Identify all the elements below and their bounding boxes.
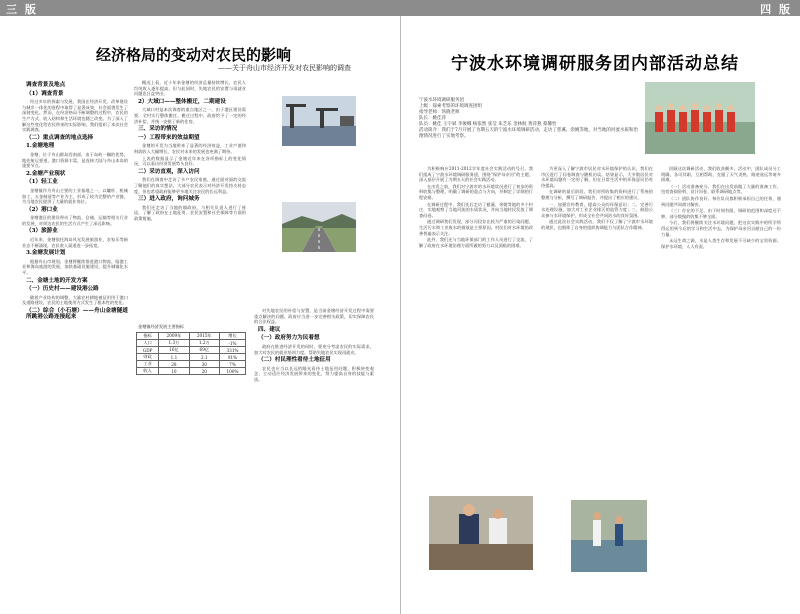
- table-cell: 30: [189, 361, 219, 368]
- paragraph: 金塘镇作为舟山主要的工业基地之一，以螺杆、机械加工、五金制造等产业为主，形成了较为完整的产业链，为当地农民提供了大量的就业岗位。: [22, 187, 128, 205]
- paragraph: 上表的数据显示了金塘近年来在各项指标上的变化情况，可以看出经济发展势头良好。: [134, 155, 246, 167]
- section-heading: （二）重点调查的地点选择: [26, 134, 94, 141]
- table-row: [137, 340, 246, 347]
- paragraph: 农民也应当以长远的眼光看待土地征用问题，积极转变观念，主动适应经济发展带来的变化，努力提高自身的技能与素质。: [254, 365, 374, 382]
- table-cell: 91%: [219, 354, 245, 361]
- table-cell: 1.1: [159, 354, 189, 361]
- paragraph: 在调研的最后阶段，我们对所收集的资料进行了系统的整理与分析，撰写了调研报告，并提出了相应的建议。: [541, 189, 653, 200]
- section-heading: （1）轻工业: [26, 179, 58, 186]
- left-page-subtitle: ——关于舟山市经济开发对农民影响的调查: [218, 64, 351, 72]
- table-cell: 工业: [137, 361, 159, 368]
- table-cell: 16亿: [159, 347, 189, 354]
- section-heading: （二）村民理性看待土地征用: [258, 357, 331, 364]
- table-header-cell: 增长: [219, 333, 245, 340]
- paragraph: 今后，我们将继续关注水环境问题，把这次实践中的所学所得运用到今后的学习和生活中去，为保护母亲河贡献自己的一份力量。: [661, 220, 781, 237]
- section-heading: 调查背景及地点: [26, 82, 66, 88]
- section-heading: 1.金塘地理: [26, 143, 55, 150]
- table-row: [137, 354, 246, 361]
- table-cell: 69亿: [189, 347, 219, 354]
- table-cell: 10: [159, 368, 189, 375]
- section-heading: 3.金塘发展计划: [26, 250, 66, 257]
- table-cell: 1.2万: [189, 340, 219, 347]
- paragraph: 近年来，金塘依托海岛风光发展旅游业，农家乐等新业态不断涌现，农民收入渠道进一步拓宽。: [22, 237, 128, 248]
- team-info-line: 队长：姚佳萍: [419, 116, 446, 121]
- section-heading: 三、采访的情况: [138, 126, 178, 133]
- paragraph: 金塘，位于舟山群岛西南部，由于岛屿一隅的优势，地处航运要道，港口资源丰富，是连接大陆与舟山本岛的重要节点。: [22, 151, 128, 169]
- section-heading: 2.金塘产业现状: [26, 170, 66, 177]
- section-heading: （一）历史村——建设港公路: [26, 286, 99, 293]
- section-heading: 二、金塘土地的开发方案: [26, 277, 88, 284]
- table-cell: 28: [159, 361, 189, 368]
- team-info-block: [419, 98, 639, 140]
- header-bar: [0, 0, 800, 16]
- paragraph: 永远生命之源，水是人类生存和发展不可缺少的宝贵资源。保护水环境，人人有责。: [661, 238, 781, 249]
- economic-indicators-table: [136, 332, 246, 375]
- left-page-title: 经济格局的变动对农民的影响: [96, 46, 292, 64]
- table-caption: 金塘镇经济发展主要指标: [138, 324, 185, 329]
- table-cell: 331%: [219, 347, 245, 354]
- paragraph: 我们还走访了当地的镇政府，与相关负责人进行了座谈，了解了政府在土地征用、农民安置和社会保障等方面的政策措施。: [134, 204, 246, 221]
- paragraph: 经过多年的探索与发展，我国在经济开发、改革建设与城乡一体化的进程中取得了显著成效，社会面貌发生了深刻变化。然而，在经济格局不断调整的过程中，农民的生产方式、收入结构和生活环境也随之改变。为了深入了解这些变化给农民带来的实际影响，我们组织了本次社会实践调查。: [22, 99, 128, 133]
- team-info-line: 指导老师：汤晓老师: [419, 110, 460, 115]
- table-header-row: [137, 333, 246, 340]
- team-info-line: 上级：探索考察的环境调查团组: [419, 104, 482, 109]
- paragraph: 大域口村是本次调查的重点地区之一，由于港区建设需要，全村实行整体搬迁。搬迁过程中，政府给予了一定的经济补偿，并统一安排了新的住房。: [134, 107, 246, 124]
- team-info-line: 活动简介：我们于7月开展了为期五天的宁波水环境调研活动，走访了慈溪、余姚等地，对当地的河流水质和治理情况进行了实地考察。: [419, 128, 638, 139]
- paragraph: 通过此次社会实践活动，我们不仅了解了宁波市水环境的现状，也锻炼了自身的组织协调能力与团队合作精神。: [541, 219, 653, 230]
- team-info-line: 队员：姚佳 王宇斌 李俊娜 杨依然 张莹 朱芝乐 金林航 黄萍燕 蔡馨怡: [419, 122, 557, 127]
- table-cell: 20: [189, 368, 219, 375]
- table-cell: -1%: [219, 340, 245, 347]
- paragraph: 概况上看，近十年来金塘的经济总量持续增长，农民人均纯收入逐年提高，但与此同时，失地农民的安置与再就业问题也日益突出。: [134, 80, 246, 97]
- section-heading: （1）调查背景: [26, 90, 64, 97]
- team-info-line: 宁波水环境调研服务团: [419, 98, 464, 103]
- table-cell: 7%: [219, 361, 245, 368]
- photo-river-survey: [571, 500, 647, 572]
- section-heading: （3）旅游业: [26, 228, 58, 235]
- section-heading: （二）综合（小石塘）——舟山金塘隧道所跳港公路连接起来: [26, 308, 128, 320]
- paragraph: 我们在调查中走访了多户农民家庭，通过面对面的交流了解他们的真实想法。大部分农民表示对经济开发持支持态度，但也希望政府能够更多地关注农民的长远利益。: [134, 177, 246, 194]
- table-cell: 2.1: [189, 354, 219, 361]
- paragraph: 政府在推进经济开发的同时，要充分考虑农民的实际需求，加大对农民的就业培训力度，帮助失地农民实现再就业。: [254, 343, 374, 355]
- paragraph: （三）存在的不足。由于时间有限，调研的范围和深度还不够，部分数据的收集不够全面。: [661, 208, 781, 219]
- table-row: [137, 347, 246, 354]
- section-heading: （一）政府努力为民着想: [258, 335, 320, 342]
- section-heading: 二）采访直观，深入访问: [138, 168, 200, 175]
- photo-road: [282, 202, 356, 252]
- table-cell: 100%: [219, 368, 245, 375]
- paragraph: 为积极响应2011-2012学年度社会实践活动的号召，我们组成了宁波水环境调研服务团，围绕“保护母亲河”的主题，深入基层开展了为期五天的社会实践活动。: [419, 166, 533, 183]
- paragraph: 随着产业结构的调整，大量农村耕地被征用用于港口及道路建设，农民的土地使用方式发生了根本性的变化。: [22, 294, 128, 306]
- page-label-right: 四 版: [760, 3, 792, 16]
- paragraph: 在调研过程中，我们先后走访了慈溪、余姚等地的多个村庄，实地观察了当地河流的水质状况，并向当地村民发放了调查问卷。: [419, 201, 533, 218]
- right-column-1: [419, 166, 533, 486]
- section-heading: （2）港口业: [26, 206, 58, 213]
- paragraph: 对失地农民的补偿与安置，是当前金塘经济开发过程中需要重点解决的问题。政府应当进一步完善相关政策，切实保障农民的合法权益。: [254, 308, 374, 325]
- right-page: [400, 16, 800, 614]
- right-column-3: [661, 166, 781, 606]
- section-heading: 四、建议: [258, 326, 281, 333]
- paragraph: （二）团队协作良好。每位队员都积极承担自己的任务，遇到问题共同商讨解决。: [661, 195, 781, 207]
- paragraph: 根据舟山市规划，金塘将继续推进港口物流、临港工业和海岛旅游的发展，加快基础设施建设，提升城镇化水平。: [22, 258, 128, 276]
- left-column-1: [22, 80, 128, 608]
- section-heading: 2）大域口——整体搬迁，二期建设: [138, 98, 226, 105]
- paragraph: 一、加强宣传教育，提高公众的环保意识；二、完善污水处理设施，加大对工业企业排污的监管力度；三、鼓励公众参与水环境保护，形成全社会共同治水的良好氛围。: [541, 201, 653, 218]
- section-heading: 三）进入政府，询问城务: [138, 196, 200, 203]
- paragraph: 金塘港区的建设带动了物流、仓储、运输等相关行业的发展，对周边农民的生活方式产生了深远影响。: [22, 215, 128, 226]
- photo-port-cranes: [282, 96, 356, 146]
- table-cell: 人口: [137, 340, 159, 347]
- table-header-cell: 2015年: [189, 333, 219, 340]
- paragraph: 通过调研我们发现，部分河段存在较为严重的污染问题，生活污水和工业废水的排放是主要原因。村民们对水环境的改善普遍表示关注。: [419, 219, 533, 236]
- table-cell: 财政: [137, 354, 159, 361]
- paragraph: 为更深入了解宁波市居民对水环境保护的认识，我们在市区进行了问卷调查与随机访谈。结果显示，大多数居民对水环境问题有一定的了解，但在日常生活中的环保意识仍有待提高。: [541, 166, 653, 188]
- table-cell: 1.3万: [159, 340, 189, 347]
- paragraph: （一）活动准备充分。我们在出发前做了大量的准备工作，包括查阅资料、设计问卷、联系调研地点等。: [661, 183, 781, 195]
- table-header-cell: 指标: [137, 333, 159, 340]
- paragraph: 在出发之前，我们对宁波市的水环境状况进行了初步的资料收集与整理，明确了调研的重点与方向，并制定了详细的行程安排。: [419, 183, 533, 200]
- page-label-left: 三 版: [6, 3, 38, 16]
- table-cell: GDP: [137, 347, 159, 354]
- paragraph: 金塘的开发为当地带来了显著的经济效益，工业产值和财政收入大幅增长，农民对未来的发展也充满了期待。: [134, 143, 246, 154]
- left-column-3: [254, 308, 374, 608]
- paragraph: 此外，我们还与当地环保部门的工作人员进行了交流，了解了政府在水环境治理方面所做的努力以及面临的困难。: [419, 237, 533, 248]
- table-cell: 收入: [137, 368, 159, 375]
- paragraph: 回顾这次调研活动，我们收获颇多。活动中，团队成员分工明确，各司其职，互相帮助，克服了天气炎热、路途遥远等诸多困难。: [661, 166, 781, 183]
- left-page: [0, 16, 400, 614]
- photo-interview-office: [429, 496, 533, 570]
- table-row: [137, 361, 246, 368]
- right-page-title: 宁波水环境调研服务团内部活动总结: [451, 54, 739, 74]
- section-heading: 一）工程带来的效益期望: [138, 134, 200, 141]
- table-header-cell: 2009年: [159, 333, 189, 340]
- photo-team-group: [645, 82, 755, 154]
- table-row: [137, 368, 246, 375]
